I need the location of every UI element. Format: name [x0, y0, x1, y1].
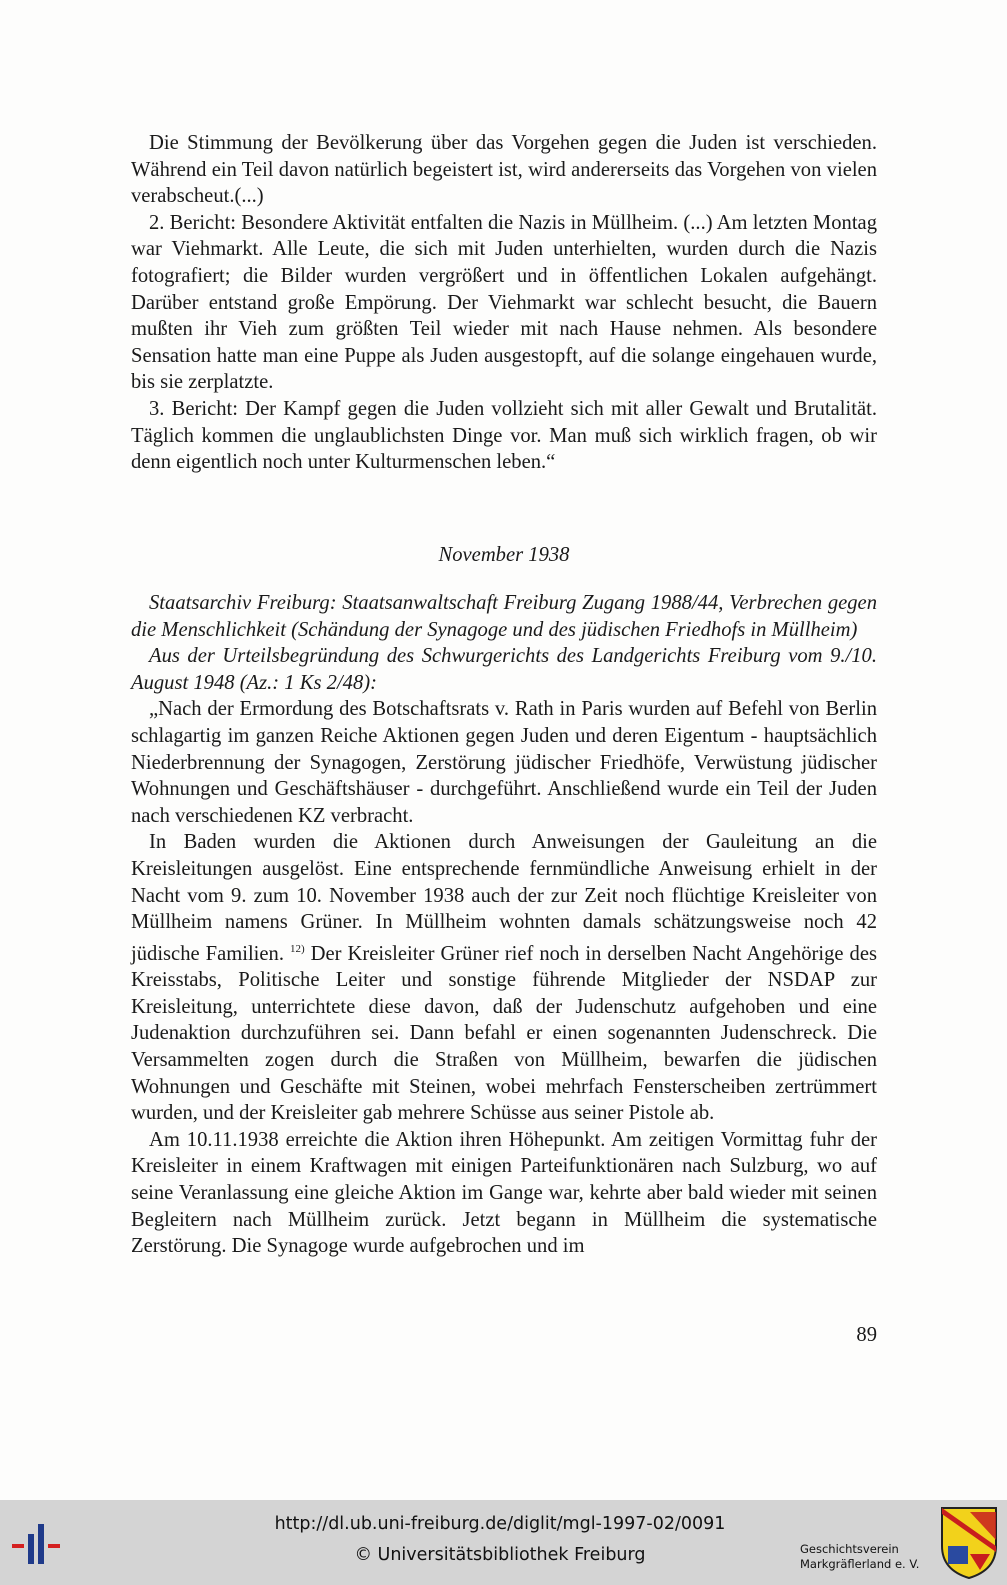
- source-citation: Staatsarchiv Freiburg: Staatsanwaltschaft Freiburg Zugang 1988/44, Verbrechen gegen die Menschlichkeit (Schändung der Synagoge und des jüdischen Friedhofs in Müllheim): [131, 592, 877, 641]
- source-citation-2: Aus der Urteilsbegründung des Schwurgerichts des Landgerichts Freiburg vom 9./10. August 1948 (Az.: 1 Ks 2/48):: [131, 645, 877, 694]
- society-line-1: Geschichtsverein: [800, 1542, 899, 1556]
- paragraph: 2. Bericht: Besondere Aktivität entfalten die Nazis in Müllheim. (...) Am letzten Montag war Viehmarkt. Alle Leute, die sich mit Juden unterhielten, wurden durch die Nazis fotografiert; die Bilder wurden vergrößert und in öffentlichen Lokalen aufgehängt. Darüber entstand große Empörung. Der Viehmarkt war schlecht besucht, die Bauern mußten ihr Vieh zum größten Teil wieder mit nach Hause nehmen. Als besondere Sensation hatte man eine Puppe als Juden ausgestopft, auf die solange eingehauen wurde, bis sie zerplatzte.: [131, 211, 877, 394]
- society-name: [800, 1542, 930, 1572]
- body-text-block-1: [131, 130, 877, 476]
- source-url-link[interactable]: http://dl.ub.uni-freiburg.de/diglit/mgl-1997-02/0091: [274, 1514, 726, 1534]
- body-text-block-2: [131, 590, 877, 1260]
- society-line-2: Markgräflerland e. V.: [800, 1557, 920, 1571]
- section-heading: November 1938: [438, 544, 570, 566]
- paragraph: [131, 829, 877, 1126]
- copyright-text: © Universitätsbibliothek Freiburg: [354, 1545, 646, 1565]
- ub-logo-icon: [12, 1522, 68, 1568]
- footnote-marker: 12): [290, 942, 305, 955]
- paragraph: Die Stimmung der Bevölkerung über das Vorgehen gegen die Juden ist verschieden. Während ein Teil davon natürlich begeistert ist, wird andererseits das Vorgehen von vielen verabscheut.(...): [131, 132, 877, 208]
- paragraph-part: Der Kreisleiter Grüner rief noch in derselben Nacht Angehörige des Kreisstabs, Politische Leiter und sonstige führende Mitglieder der NSDAP zur Kreisleitung, unterrichtete diese davon, daß der Judenschutz aufgehoben und eine Judenaktion durchzuführen sei. Dann befahl er einen sogenannten Judenschreck. Die Versammelten zogen durch die Straßen von Müllheim, bewarfen die jüdischen Wohnungen und Geschäfte mit Steinen, wobei mehrfach Fensterscheiben zertrümmert wurden, und der Kreisleiter gab mehrere Schüsse aus seiner Pistole ab.: [131, 942, 877, 1125]
- coat-of-arms-icon: [940, 1506, 998, 1580]
- footer-bar: [0, 1500, 1007, 1585]
- paragraph: „Nach der Ermordung des Botschaftsrats v. Rath in Paris wurden auf Befehl von Berlin schlagartig im ganzen Reiche Aktionen gegen Juden und deren Eigentum - hauptsächlich Niederbrennung der Synagogen, Zerstörung jüdischer Friedhöfe, Verwüstung jüdischer Wohnungen und Geschäftshäuser - durchgeführt. Anschließend wurde ein Teil der Juden nach verschiedenen KZ verbracht.: [131, 698, 877, 827]
- paragraph: 3. Bericht: Der Kampf gegen die Juden vollzieht sich mit aller Gewalt und Brutalität. Täglich kommen die unglaublichsten Dinge vor. Man muß sich wirklich fragen, ob wir denn eigentlich noch unter Kulturmenschen leben.“: [131, 397, 877, 474]
- paragraph: Am 10.11.1938 erreichte die Aktion ihren Höhepunkt. Am zeitigen Vormittag fuhr der Kreisleiter in einem Kraftwagen mit einigen Parteifunktionären nach Sulzburg, wo auf seine Veranlassung eine gleiche Aktion im Gange war, kehrte aber bald wieder mit seinen Begleitern nach Müllheim zurück. Jetzt begann in Müllheim die systematische Zerstörung. Die Synagoge wurde aufgebrochen und im: [131, 1128, 877, 1258]
- page-number: 89: [856, 1324, 877, 1346]
- paragraph-part: In Baden wurden die Aktionen durch Anweisungen der Gauleitung an die Kreisleitungen ausgelöst. Eine entsprechende fernmündliche Anweisung erhielt in der Nacht vom 9. zum 10. November 1938 auch der zur Zeit noch flüchtige Kreisleiter von Müllheim namens Grüner. In Müllheim wohnten damals schätzungsweise noch 42 jüdische Familien.: [131, 831, 877, 965]
